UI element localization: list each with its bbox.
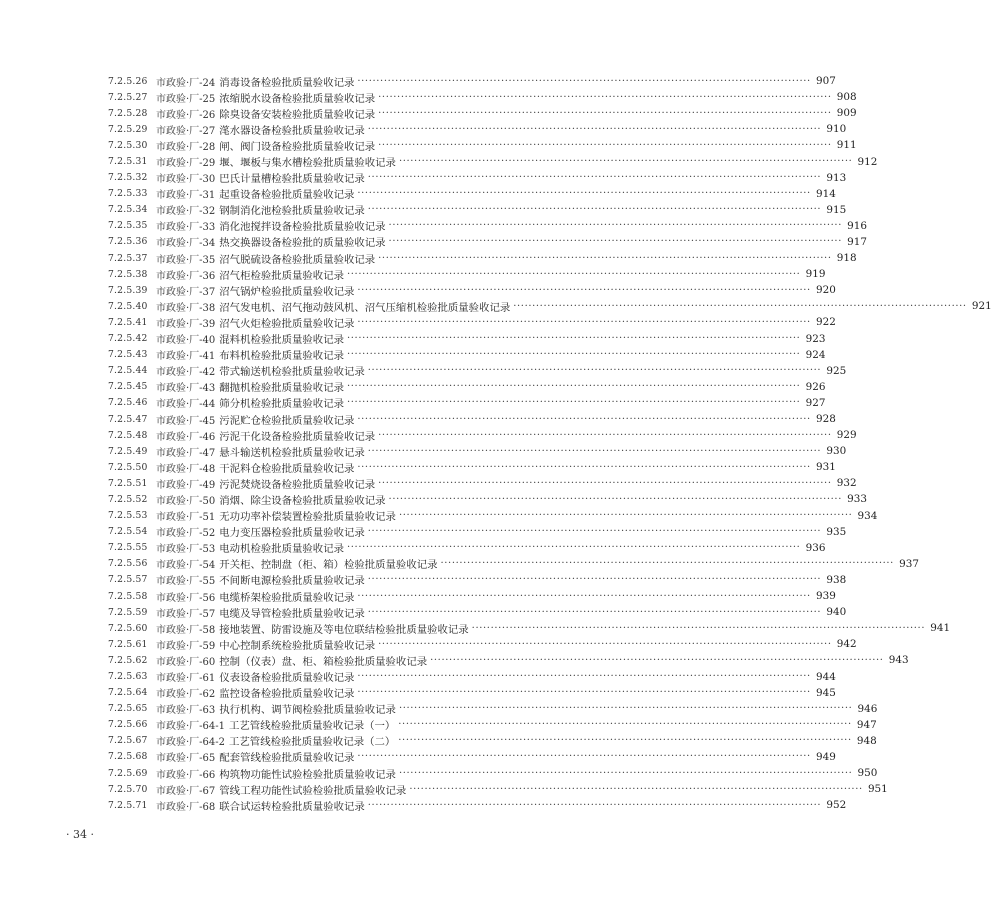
toc-entry-page: 951 xyxy=(867,783,888,796)
dot-leader: ························································································································ xyxy=(346,397,801,409)
toc-entry-code: 市政验·厂-30 xyxy=(156,174,216,186)
toc-entry-page: 942 xyxy=(836,638,857,651)
dot-leader: ························································································································ xyxy=(378,429,832,441)
toc-entry-page: 923 xyxy=(805,332,826,345)
toc-entry[interactable] xyxy=(108,459,836,475)
toc-entry-title: 沼气柜检验批质量验收记录 xyxy=(219,269,344,282)
toc-entry-number: 7.2.5.56 xyxy=(108,558,148,570)
dot-leader: ························································································································ xyxy=(357,188,811,200)
toc-entry[interactable] xyxy=(108,202,847,218)
toc-entry[interactable] xyxy=(108,314,836,330)
toc-entry-title: 中心控制系统检验批质量验收记录 xyxy=(219,639,376,652)
toc-entry-page: 908 xyxy=(836,91,857,104)
toc-entry-number: 7.2.5.38 xyxy=(108,268,148,280)
toc-entry-title: 污泥焚烧设备检验批质量验收记录 xyxy=(219,478,376,491)
toc-entry-page: 945 xyxy=(815,686,836,699)
toc-entry-number: 7.2.5.32 xyxy=(108,172,148,184)
toc-entry[interactable] xyxy=(108,234,867,250)
toc-entry[interactable] xyxy=(108,73,836,89)
toc-entry-code: 市政验·厂-64-1 xyxy=(156,721,226,733)
toc-entry-code: 市政验·厂-67 xyxy=(156,785,216,797)
toc-entry[interactable] xyxy=(108,701,878,717)
toc-entry[interactable] xyxy=(108,765,878,781)
toc-entry-page: 934 xyxy=(857,509,878,522)
toc-entry-page: 937 xyxy=(899,557,919,570)
dot-leader: ························································································································ xyxy=(357,316,811,328)
toc-entry-number: 7.2.5.26 xyxy=(108,75,148,87)
toc-entry-number: 7.2.5.60 xyxy=(108,622,148,634)
toc-entry-code: 市政验·厂-41 xyxy=(156,351,216,363)
toc-entry-code: 市政验·厂-58 xyxy=(156,624,216,636)
toc-entry-number: 7.2.5.42 xyxy=(108,333,148,345)
toc-entry[interactable] xyxy=(108,379,826,395)
toc-entry[interactable] xyxy=(108,717,877,733)
toc-entry-code: 市政验·厂-37 xyxy=(156,286,216,298)
toc-entry-title: 污泥干化设备检验批质量验收记录 xyxy=(219,430,376,443)
toc-entry-number: 7.2.5.66 xyxy=(108,719,148,731)
toc-entry-number: 7.2.5.71 xyxy=(108,799,148,811)
toc-entry-page: 921 xyxy=(971,300,992,313)
toc-entry-title: 联合试运转检验批质量验收记录 xyxy=(219,800,365,813)
toc-entry-title: 沼气发电机、沼气拖动鼓风机、沼气压缩机检验批质量验收记录 xyxy=(219,301,511,314)
toc-entry[interactable] xyxy=(108,636,857,652)
toc-entry-title: 堰、堰板与集水槽检验批质量验收记录 xyxy=(219,157,396,170)
dot-leader: ························································································································ xyxy=(367,574,822,586)
toc-entry-page: 912 xyxy=(857,155,878,168)
toc-entry-title: 翻抛机检验批质量验收记录 xyxy=(219,382,344,395)
toc-entry-title: 污泥贮仓检验批质量验收记录 xyxy=(219,414,355,427)
toc-entry-number: 7.2.5.28 xyxy=(108,107,148,119)
toc-entry-title: 沼气锅炉检验批质量验收记录 xyxy=(219,285,355,298)
toc-entry-code: 市政验·厂-34 xyxy=(156,238,216,250)
toc-entry-code: 市政验·厂-49 xyxy=(156,479,216,491)
toc-entry[interactable] xyxy=(108,491,867,507)
toc-entry-title: 沼气火炬检验批质量验收记录 xyxy=(219,317,355,330)
dot-leader: ························································································································ xyxy=(409,783,863,795)
toc-entry-title: 筛分机检验批质量验收记录 xyxy=(219,398,344,411)
toc-entry-title: 干泥料仓检验批质量验收记录 xyxy=(219,462,355,475)
toc-entry-page: 949 xyxy=(815,750,836,763)
toc-entry-title: 控制（仪表）盘、柜、箱检验批质量验收记录 xyxy=(219,655,428,668)
toc-entry-title: 配套管线检验批质量验收记录 xyxy=(219,752,355,765)
toc-entry-number: 7.2.5.41 xyxy=(108,316,148,328)
table-of-contents xyxy=(108,73,992,813)
toc-entry-title: 起重设备检验批质量验收记录 xyxy=(219,189,355,202)
toc-entry-number: 7.2.5.63 xyxy=(108,671,148,683)
toc-entry-number: 7.2.5.31 xyxy=(108,156,148,168)
toc-entry-page: 933 xyxy=(847,493,867,506)
toc-entry[interactable] xyxy=(108,363,847,379)
toc-entry-title: 仪表设备检验批质量验收记录 xyxy=(219,672,355,685)
toc-entry-page: 922 xyxy=(815,316,836,329)
toc-entry[interactable] xyxy=(108,298,992,314)
toc-entry[interactable] xyxy=(108,668,836,685)
toc-entry-page: 941 xyxy=(930,622,951,635)
toc-entry-title: 消毒设备检验批质量验收记录 xyxy=(219,76,355,89)
dot-leader: ························································································································ xyxy=(471,622,926,634)
toc-entry-page: 925 xyxy=(826,364,847,377)
dot-leader: ························································································································ xyxy=(378,139,832,151)
toc-entry-title: 混料机检验批质量验收记录 xyxy=(219,334,344,347)
dot-leader: ························································································································ xyxy=(388,493,842,505)
toc-entry-number: 7.2.5.70 xyxy=(108,783,148,795)
dot-leader: ························································································································ xyxy=(513,300,967,312)
dot-leader: ························································································································ xyxy=(346,381,801,393)
toc-entry[interactable] xyxy=(108,282,836,298)
toc-entry-page: 939 xyxy=(815,590,836,603)
toc-entry-page: 928 xyxy=(815,413,836,426)
toc-entry-code: 市政验·厂-28 xyxy=(156,141,216,153)
dot-leader: ························································································································ xyxy=(367,365,822,377)
toc-entry[interactable] xyxy=(108,411,836,427)
toc-entry[interactable] xyxy=(108,604,847,620)
toc-entry[interactable] xyxy=(108,121,847,137)
toc-entry-number: 7.2.5.50 xyxy=(108,461,148,473)
toc-entry[interactable] xyxy=(108,89,857,105)
toc-entry-code: 市政验·厂-61 xyxy=(156,673,216,685)
toc-entry[interactable] xyxy=(108,733,877,749)
dot-leader: ························································································································ xyxy=(367,172,822,184)
toc-entry-page: 909 xyxy=(836,107,857,120)
toc-entry-number: 7.2.5.69 xyxy=(108,767,148,779)
dot-leader: ························································································································ xyxy=(378,91,832,103)
toc-entry[interactable] xyxy=(108,218,867,234)
toc-entry[interactable] xyxy=(108,508,878,524)
dot-leader: ························································································································ xyxy=(346,333,801,345)
dot-leader: ························································································································ xyxy=(388,236,842,248)
toc-entry[interactable] xyxy=(108,347,826,363)
toc-entry[interactable] xyxy=(108,588,836,604)
toc-entry-page: 931 xyxy=(815,461,836,474)
toc-entry-title: 除臭设备安装检验批质量验收记录 xyxy=(219,108,376,121)
toc-entry-page: 911 xyxy=(836,139,857,152)
toc-entry-code: 市政验·厂-63 xyxy=(156,705,216,717)
toc-entry-code: 市政验·厂-66 xyxy=(156,769,216,781)
toc-entry-title: 热交换器设备检验批的质量验收记录 xyxy=(219,237,386,250)
toc-entry-code: 市政验·厂-36 xyxy=(156,270,216,282)
toc-entry-title: 巴氏计量槽检验批质量验收记录 xyxy=(219,173,365,186)
toc-entry-page: 930 xyxy=(826,445,847,458)
toc-entry-title: 无功功率补偿装置检验批质量验收记录 xyxy=(219,511,396,524)
toc-entry-title: 带式输送机检验批质量验收记录 xyxy=(219,366,365,379)
toc-entry-page: 924 xyxy=(805,348,826,361)
dot-leader: ························································································································ xyxy=(378,477,832,489)
toc-entry-code: 市政验·厂-57 xyxy=(156,608,216,620)
toc-entry-code: 市政验·厂-32 xyxy=(156,206,216,218)
toc-entry-number: 7.2.5.58 xyxy=(108,590,148,602)
toc-entry-page: 947 xyxy=(856,718,877,731)
toc-entry-title: 构筑物功能性试验检验批质量验收记录 xyxy=(219,768,396,781)
toc-entry-page: 929 xyxy=(836,429,857,442)
toc-entry-number: 7.2.5.54 xyxy=(108,526,148,538)
dot-leader: ························································································································ xyxy=(367,606,822,618)
toc-entry-code: 市政验·厂-45 xyxy=(156,415,216,427)
toc-entry[interactable] xyxy=(108,137,857,153)
toc-entry-code: 市政验·厂-56 xyxy=(156,592,216,604)
toc-entry-code: 市政验·厂-52 xyxy=(156,528,216,540)
dot-leader: ························································································································ xyxy=(357,687,811,699)
page-number: · 34 · xyxy=(66,828,94,841)
toc-entry-number: 7.2.5.59 xyxy=(108,606,148,618)
toc-entry-number: 7.2.5.52 xyxy=(108,493,148,505)
toc-entry-page: 926 xyxy=(805,380,826,393)
toc-entry-page: 916 xyxy=(847,219,867,232)
toc-entry-number: 7.2.5.44 xyxy=(108,365,148,377)
toc-entry-number: 7.2.5.40 xyxy=(108,300,148,312)
toc-entry-code: 市政验·厂-39 xyxy=(156,318,216,330)
toc-entry-number: 7.2.5.48 xyxy=(108,429,148,441)
dot-leader: ························································································································ xyxy=(367,799,822,811)
dot-leader: ························································································································ xyxy=(440,558,894,570)
toc-entry-number: 7.2.5.47 xyxy=(108,413,148,425)
toc-entry-page: 907 xyxy=(815,75,836,88)
toc-entry-page: 946 xyxy=(857,702,878,715)
toc-entry[interactable] xyxy=(108,331,826,347)
toc-entry[interactable] xyxy=(108,685,836,701)
dot-leader: ························································································································ xyxy=(378,252,832,264)
toc-entry[interactable] xyxy=(108,781,888,797)
toc-entry[interactable] xyxy=(108,620,951,636)
toc-entry-title: 不间断电源检验批质量验收记录 xyxy=(219,575,365,588)
dot-leader: ························································································································ xyxy=(430,654,884,666)
dot-leader: ························································································································ xyxy=(367,526,822,538)
toc-entry-number: 7.2.5.35 xyxy=(108,220,148,232)
toc-entry[interactable] xyxy=(108,250,857,266)
toc-entry[interactable] xyxy=(108,524,847,540)
toc-entry-code: 市政验·厂-31 xyxy=(156,190,216,202)
toc-entry-number: 7.2.5.27 xyxy=(108,91,148,103)
toc-entry-title: 工艺管线检验批质量验收记录（一） xyxy=(229,720,396,733)
dot-leader: ························································································································ xyxy=(398,156,853,168)
toc-entry-title: 浓缩脱水设备检验批质量验收记录 xyxy=(219,92,376,105)
toc-entry-code: 市政验·厂-46 xyxy=(156,431,216,443)
toc-entry[interactable] xyxy=(108,749,836,765)
toc-entry-title: 滗水器设备检验批质量验收记录 xyxy=(219,124,365,137)
toc-entry[interactable] xyxy=(108,652,909,668)
toc-entry-title: 电力变压器检验批质量验收记录 xyxy=(219,527,365,540)
dot-leader: ························································································································ xyxy=(388,220,842,232)
toc-entry-page: 944 xyxy=(815,670,836,683)
toc-entry-title: 电缆及导管检验批质量验收记录 xyxy=(219,607,365,620)
toc-entry-number: 7.2.5.36 xyxy=(108,236,148,248)
toc-entry-code: 市政验·厂-27 xyxy=(156,125,216,137)
toc-entry-page: 914 xyxy=(815,187,836,200)
toc-entry-code: 市政验·厂-43 xyxy=(156,383,216,395)
toc-entry-number: 7.2.5.61 xyxy=(108,638,148,650)
toc-entry-number: 7.2.5.39 xyxy=(108,284,148,296)
toc-entry[interactable] xyxy=(108,266,826,282)
toc-entry[interactable] xyxy=(108,427,857,443)
dot-leader: ························································································································ xyxy=(367,204,822,216)
toc-entry-number: 7.2.5.45 xyxy=(108,381,148,393)
toc-entry-page: 938 xyxy=(826,573,847,586)
toc-entry-number: 7.2.5.33 xyxy=(108,188,148,200)
dot-leader: ························································································································ xyxy=(346,349,801,361)
toc-entry-title: 沼气脱硫设备检验批质量验收记录 xyxy=(219,253,376,266)
toc-entry-code: 市政验·厂-40 xyxy=(156,335,216,347)
dot-leader: ························································································································ xyxy=(357,284,811,296)
toc-entry-number: 7.2.5.64 xyxy=(108,687,148,699)
toc-entry-code: 市政验·厂-68 xyxy=(156,801,216,813)
toc-entry-page: 935 xyxy=(826,525,847,538)
toc-entry-number: 7.2.5.49 xyxy=(108,445,148,457)
toc-entry-code: 市政验·厂-33 xyxy=(156,222,216,234)
toc-entry-number: 7.2.5.67 xyxy=(108,735,148,747)
toc-entry-page: 927 xyxy=(805,396,826,409)
toc-entry-code: 市政验·厂-62 xyxy=(156,689,216,701)
toc-entry-page: 915 xyxy=(826,203,847,216)
toc-entry-number: 7.2.5.57 xyxy=(108,574,148,586)
toc-entry[interactable] xyxy=(108,153,878,170)
toc-entry-title: 开关柜、控制盘（柜、箱）检验批质量验收记录 xyxy=(219,559,438,572)
toc-entry-number: 7.2.5.46 xyxy=(108,397,148,409)
toc-entry-page: 918 xyxy=(836,252,857,265)
toc-entry-code: 市政验·厂-50 xyxy=(156,495,216,507)
toc-entry-code: 市政验·厂-42 xyxy=(156,367,216,379)
toc-entry-title: 消化池搅拌设备检验批质量验收记录 xyxy=(219,221,386,234)
toc-entry[interactable] xyxy=(108,475,857,491)
dot-leader: ························································································································ xyxy=(367,123,822,135)
dot-leader: ························································································································ xyxy=(357,461,811,473)
toc-entry-code: 市政验·厂-29 xyxy=(156,158,216,170)
toc-entry-code: 市政验·厂-44 xyxy=(156,399,216,411)
toc-entry-number: 7.2.5.37 xyxy=(108,252,148,264)
toc-entry-page: 932 xyxy=(836,477,857,490)
toc-entry-title: 钢制消化池检验批质量验收记录 xyxy=(219,205,365,218)
toc-entry-code: 市政验·厂-51 xyxy=(156,512,216,524)
toc-entry[interactable] xyxy=(108,540,826,556)
dot-leader: ························································································································ xyxy=(398,703,853,715)
dot-leader: ························································································································ xyxy=(398,735,852,747)
toc-entry-page: 920 xyxy=(815,284,836,297)
toc-entry-title: 悬斗输送机检验批质量验收记录 xyxy=(219,446,365,459)
dot-leader: ························································································································ xyxy=(398,510,853,522)
toc-entry-code: 市政验·厂-35 xyxy=(156,254,216,266)
toc-entry-title: 闸、阀门设备检验批质量验收记录 xyxy=(219,140,376,153)
toc-entry-code: 市政验·厂-54 xyxy=(156,560,216,572)
toc-entry-code: 市政验·厂-47 xyxy=(156,447,216,459)
toc-entry[interactable] xyxy=(108,797,847,813)
toc-entry-code: 市政验·厂-48 xyxy=(156,463,216,475)
toc-entry-number: 7.2.5.34 xyxy=(108,204,148,216)
toc-entry-number: 7.2.5.55 xyxy=(108,542,148,554)
dot-leader: ························································································································ xyxy=(378,638,832,650)
toc-entry-code: 市政验·厂-64-2 xyxy=(156,737,226,749)
toc-entry-page: 919 xyxy=(805,268,826,281)
dot-leader: ························································································································ xyxy=(357,751,811,763)
toc-entry-title: 布料机检验批质量验收记录 xyxy=(219,350,344,363)
dot-leader: ························································································································ xyxy=(357,590,811,602)
toc-entry-title: 接地装置、防雷设施及等电位联结检验批质量验收记录 xyxy=(219,623,469,636)
toc-entry-page: 950 xyxy=(857,767,878,780)
dot-leader: ························································································································ xyxy=(398,719,852,731)
toc-entry-code: 市政验·厂-26 xyxy=(156,109,216,121)
toc-entry-title: 电缆桥架检验批质量验收记录 xyxy=(219,591,355,604)
toc-entry-number: 7.2.5.53 xyxy=(108,510,148,522)
dot-leader: ························································································································ xyxy=(357,75,811,87)
dot-leader: ························································································································ xyxy=(346,268,801,280)
toc-entry-code: 市政验·厂-38 xyxy=(156,302,216,314)
toc-entry-number: 7.2.5.65 xyxy=(108,703,148,715)
toc-entry[interactable] xyxy=(108,556,919,572)
toc-entry-code: 市政验·厂-25 xyxy=(156,93,216,105)
toc-entry-page: 910 xyxy=(826,123,847,136)
dot-leader: ························································································································ xyxy=(346,542,801,554)
toc-entry-title: 工艺管线检验批质量验收记录（二） xyxy=(229,736,396,749)
toc-entry[interactable] xyxy=(108,395,826,411)
toc-entry-page: 917 xyxy=(847,235,867,248)
toc-entry-number: 7.2.5.68 xyxy=(108,751,148,763)
toc-entry-code: 市政验·厂-60 xyxy=(156,656,216,668)
toc-entry-page: 913 xyxy=(826,171,847,184)
toc-entry-page: 940 xyxy=(826,606,847,619)
toc-entry-number: 7.2.5.43 xyxy=(108,349,148,361)
dot-leader: ························································································································ xyxy=(398,767,853,779)
toc-entry-title: 电动机检验批质量验收记录 xyxy=(219,543,344,556)
toc-entry-number: 7.2.5.29 xyxy=(108,123,148,135)
toc-entry-page: 948 xyxy=(856,734,877,747)
toc-entry[interactable] xyxy=(108,105,857,121)
toc-entry-page: 936 xyxy=(805,541,826,554)
toc-entry-number: 7.2.5.51 xyxy=(108,477,148,489)
toc-entry[interactable] xyxy=(108,186,836,202)
dot-leader: ························································································································ xyxy=(378,107,832,119)
toc-entry-code: 市政验·厂-65 xyxy=(156,753,216,765)
toc-entry-page: 943 xyxy=(888,654,909,667)
toc-entry-code: 市政验·厂-59 xyxy=(156,640,216,652)
toc-entry-number: 7.2.5.62 xyxy=(108,654,148,666)
toc-entry-page: 952 xyxy=(826,799,847,812)
toc-entry-title: 执行机构、调节阀检验批质量验收记录 xyxy=(219,704,396,717)
toc-entry[interactable] xyxy=(108,170,847,186)
toc-entry-code: 市政验·厂-53 xyxy=(156,544,216,556)
toc-entry-title: 消烟、除尘设备检验批质量验收记录 xyxy=(219,494,386,507)
toc-entry-number: 7.2.5.30 xyxy=(108,139,148,151)
toc-entry-title: 监控设备检验批质量验收记录 xyxy=(219,688,355,701)
dot-leader: ························································································································ xyxy=(367,445,822,457)
toc-entry-code: 市政验·厂-55 xyxy=(156,576,216,588)
toc-entry[interactable] xyxy=(108,443,847,459)
dot-leader: ························································································································ xyxy=(357,671,811,683)
toc-entry-title: 管线工程功能性试验检验批质量验收记录 xyxy=(219,784,407,797)
toc-entry[interactable] xyxy=(108,572,847,588)
dot-leader: ························································································································ xyxy=(357,413,811,425)
toc-entry-code: 市政验·厂-24 xyxy=(156,77,216,89)
